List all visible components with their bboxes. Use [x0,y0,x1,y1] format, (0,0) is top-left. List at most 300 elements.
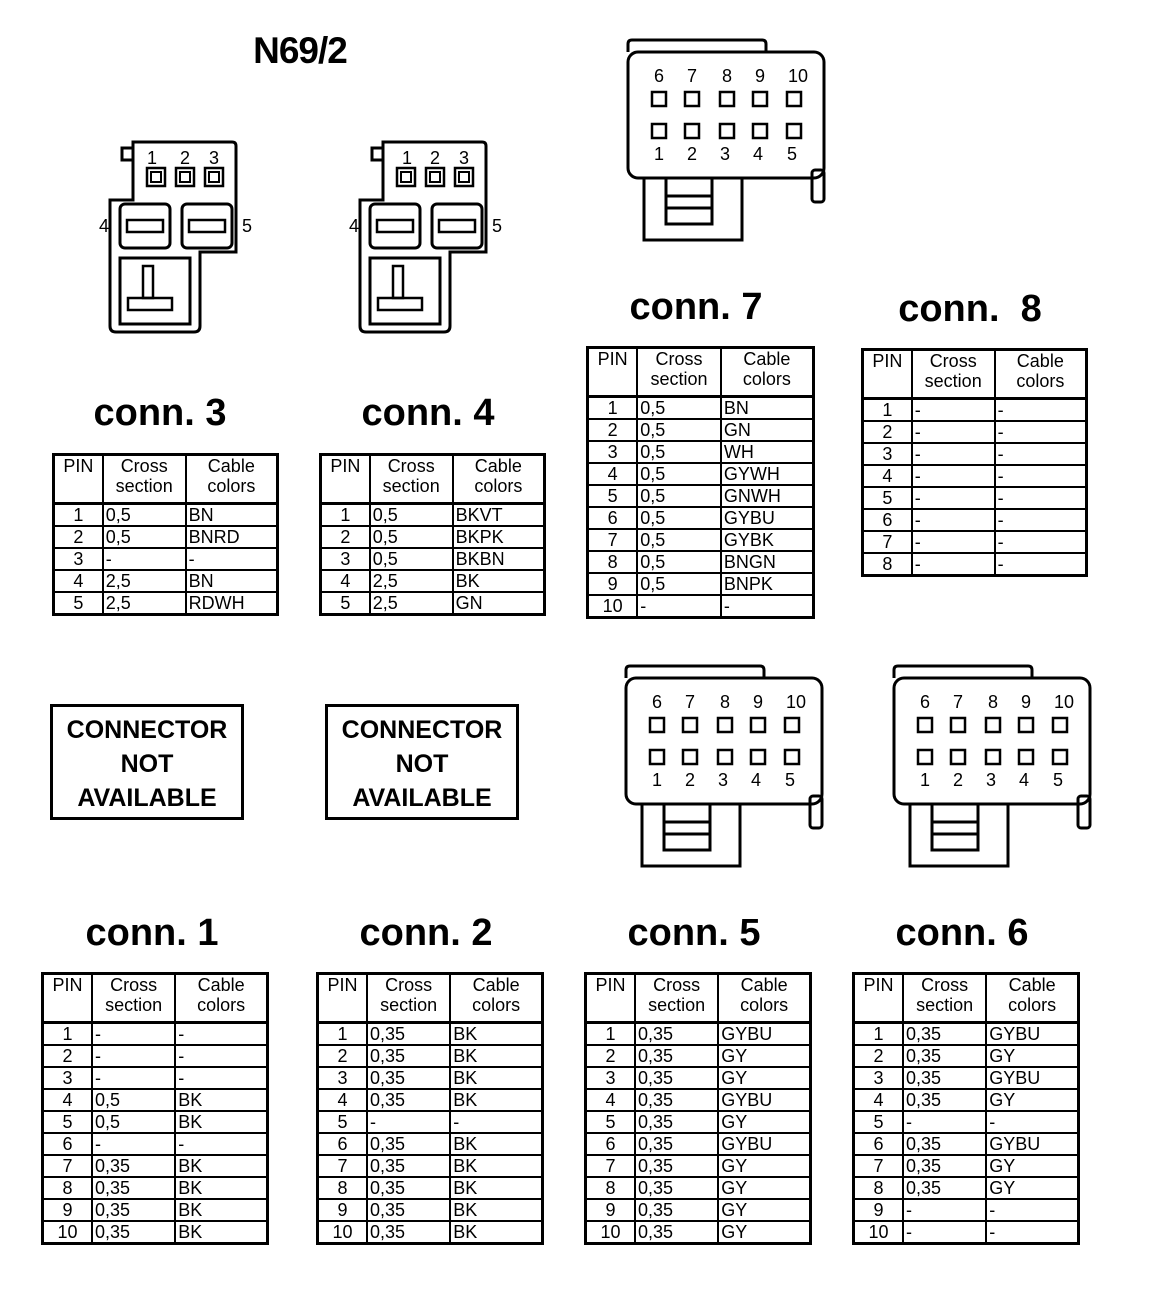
pin-cell: 4 [863,465,912,487]
cable-color-cell: GNWH [721,485,814,507]
cable-color-cell: GYBU [986,1023,1078,1046]
header-cross-section: Cross section [370,455,453,504]
cross-section-cell: - [637,595,721,618]
table-row [318,1111,543,1133]
cable-color-cell: BKPK [453,526,545,548]
pin-label: 8 [721,66,733,86]
pin-cell: 3 [863,443,912,465]
cross-section-cell: 0,5 [370,504,453,527]
header-cross-section: Cross section [635,974,718,1023]
table-row [43,1155,268,1177]
cross-section-cell: 0,5 [637,573,721,595]
table-row [588,485,814,507]
table-row [43,1199,268,1221]
pin-label: 4 [98,216,110,236]
cross-section-cell: - [903,1221,986,1244]
cross-section-cell: - [912,465,995,487]
pin-cell: 3 [854,1067,904,1089]
cross-section-cell: 0,35 [635,1067,718,1089]
cable-color-cell: - [995,465,1087,487]
pin-cell: 8 [854,1177,904,1199]
cable-color-cell: BK [175,1199,267,1221]
table-row [588,419,814,441]
cross-section-cell: 0,35 [635,1089,718,1111]
cross-section-cell: 0,5 [92,1089,175,1111]
pin-cell: 3 [54,548,103,570]
pin-cell: 5 [863,487,912,509]
table-row [863,487,1087,509]
cross-section-cell: 0,5 [637,507,721,529]
header-cable-colors: Cable colors [718,974,810,1023]
conn-1-title: conn. 1 [85,912,219,954]
table-row [586,1045,811,1067]
pin-label: 2 [179,148,191,168]
table-row [854,1111,1079,1133]
pin-label: 8 [987,692,999,712]
cross-section-cell: 0,35 [635,1177,718,1199]
cross-section-cell: 0,35 [367,1067,450,1089]
cross-section-cell: 0,35 [92,1155,175,1177]
table-row [588,551,814,573]
pin-label: 4 [1018,770,1030,790]
pin-cell: 8 [863,553,912,576]
table-row [854,1133,1079,1155]
cross-section-cell: 0,35 [92,1221,175,1244]
pin-cell: 8 [43,1177,93,1199]
pin-cell: 3 [321,548,370,570]
table-header-row [854,974,1079,1023]
cross-section-cell: 0,35 [635,1111,718,1133]
table-row [54,548,278,570]
table-row [318,1155,543,1177]
cross-section-cell: - [92,1133,175,1155]
cable-color-cell: - [175,1133,267,1155]
table-row [588,529,814,551]
pin-cell: 6 [588,507,638,529]
pin-cell: 4 [321,570,370,592]
cross-section-cell: 0,35 [367,1155,450,1177]
pin-label: 5 [1052,770,1064,790]
header-cross-section: Cross section [903,974,986,1023]
cable-color-cell: GY [718,1067,810,1089]
table-header-row [43,974,268,1023]
cable-color-cell: - [175,1045,267,1067]
cable-color-cell: - [995,509,1087,531]
table-row [43,1067,268,1089]
cross-section-cell: 0,5 [103,504,186,527]
pin-cell: 1 [43,1023,93,1046]
table-row [318,1023,543,1046]
cross-section-cell: 0,35 [903,1067,986,1089]
cross-section-cell: - [92,1067,175,1089]
cross-section-cell: - [103,548,186,570]
table-row [321,570,545,592]
cross-section-cell: 0,5 [637,529,721,551]
pin-label: 1 [401,148,413,168]
pin-label: 9 [752,692,764,712]
pin-cell: 5 [43,1111,93,1133]
header-cable-colors: Cable colors [186,455,278,504]
conn-6-title: conn. 6 [895,912,1029,954]
header-pin: PIN [54,455,103,504]
table-row [863,465,1087,487]
conn-2-title: conn. 2 [359,912,493,954]
pin-cell: 9 [586,1199,636,1221]
table-row [586,1111,811,1133]
header-cable-colors: Cable colors [995,350,1087,399]
cable-color-cell: GY [718,1177,810,1199]
table-row [863,553,1087,576]
table-row [854,1177,1079,1199]
table-header-row [863,350,1087,399]
cross-section-cell: - [912,487,995,509]
cross-section-cell: - [912,553,995,576]
pin-cell: 7 [588,529,638,551]
cross-section-cell: 0,35 [635,1133,718,1155]
pin-label: 4 [750,770,762,790]
table-row [318,1221,543,1244]
cable-color-cell: GYBU [718,1089,810,1111]
cross-section-cell: 0,35 [367,1221,450,1244]
table-row [854,1067,1079,1089]
cable-color-cell: GN [453,592,545,615]
conn-1-pin-table [41,972,269,1245]
cross-section-cell: 2,5 [103,570,186,592]
table-header-row [54,455,278,504]
cable-color-cell: GYBU [718,1023,810,1046]
table-row [318,1133,543,1155]
cable-color-cell: GY [986,1177,1078,1199]
table-header-row [321,455,545,504]
cable-color-cell: GY [718,1155,810,1177]
header-cross-section: Cross section [92,974,175,1023]
pin-label: 3 [985,770,997,790]
pin-label: 10 [787,66,809,86]
pin-cell: 10 [586,1221,636,1244]
pin-cell: 3 [586,1067,636,1089]
pin-label: 6 [653,66,665,86]
pin-cell: 1 [318,1023,368,1046]
cross-section-cell: 0,5 [370,526,453,548]
conn-3-pin-table [52,453,279,616]
cable-color-cell: GYBK [721,529,814,551]
pin-label: 4 [752,144,764,164]
pin-cell: 8 [588,551,638,573]
pin-label: 2 [686,144,698,164]
pin-cell: 2 [321,526,370,548]
cross-section-cell: 0,5 [637,397,721,420]
header-pin: PIN [321,455,370,504]
pin-label: 7 [684,692,696,712]
cross-section-cell: 0,35 [367,1023,450,1046]
connector-5pin-drawing-3 [96,136,266,336]
cross-section-cell: 2,5 [370,570,453,592]
cross-section-cell: 0,35 [903,1023,986,1046]
header-cable-colors: Cable colors [986,974,1078,1023]
page-title: N69/2 [253,30,347,71]
table-row [321,526,545,548]
pin-cell: 3 [318,1067,368,1089]
pin-label: 6 [651,692,663,712]
header-cable-colors: Cable colors [453,455,545,504]
table-header-row [586,974,811,1023]
pin-cell: 3 [588,441,638,463]
cross-section-cell: - [912,443,995,465]
cross-section-cell: 0,35 [635,1155,718,1177]
cable-color-cell: BK [450,1089,542,1111]
cross-section-cell: 0,5 [637,441,721,463]
pin-cell: 2 [854,1045,904,1067]
table-row [43,1023,268,1046]
cable-color-cell: BNGN [721,551,814,573]
pin-cell: 2 [588,419,638,441]
table-row [318,1045,543,1067]
cable-color-cell: BK [175,1177,267,1199]
cross-section-cell: 0,5 [637,419,721,441]
cable-color-cell: BNRD [186,526,278,548]
cable-color-cell: - [995,553,1087,576]
table-row [588,463,814,485]
table-row [588,441,814,463]
conn-2-pin-table [316,972,544,1245]
cross-section-cell: 2,5 [370,592,453,615]
cable-color-cell: BK [175,1111,267,1133]
cable-color-cell: GYBU [721,507,814,529]
pin-cell: 2 [43,1045,93,1067]
table-row [586,1067,811,1089]
cable-color-cell: RDWH [186,592,278,615]
table-row [586,1023,811,1046]
cable-color-cell: BK [175,1155,267,1177]
conn-5-title: conn. 5 [627,912,761,954]
cross-section-cell: 0,35 [903,1155,986,1177]
cross-section-cell: - [912,421,995,443]
cable-color-cell: GY [986,1045,1078,1067]
header-pin: PIN [863,350,912,399]
cross-section-cell: 0,35 [903,1089,986,1111]
pin-cell: 1 [321,504,370,527]
table-row [54,570,278,592]
pin-label: 10 [785,692,807,712]
conn-8-title: conn. 8 [898,288,1042,330]
pin-label: 5 [786,144,798,164]
cross-section-cell: 0,5 [92,1111,175,1133]
table-row [854,1199,1079,1221]
cable-color-cell: BK [450,1155,542,1177]
cable-color-cell: BKVT [453,504,545,527]
cable-color-cell: BK [453,570,545,592]
cross-section-cell: - [903,1199,986,1221]
cross-section-cell: 0,35 [903,1133,986,1155]
cross-section-cell: 0,5 [637,463,721,485]
pin-cell: 9 [318,1199,368,1221]
pin-label: 1 [919,770,931,790]
pin-cell: 5 [54,592,103,615]
cable-color-cell: GYBU [986,1067,1078,1089]
cross-section-cell: 0,5 [103,526,186,548]
cross-section-cell: - [367,1111,450,1133]
pin-cell: 5 [318,1111,368,1133]
cable-color-cell: BK [450,1045,542,1067]
cross-section-cell: 0,35 [635,1023,718,1046]
pin-cell: 7 [586,1155,636,1177]
header-cable-colors: Cable colors [450,974,542,1023]
table-row [863,443,1087,465]
conn-6-pin-table [852,972,1080,1245]
table-row [321,504,545,527]
pin-cell: 6 [854,1133,904,1155]
cross-section-cell: 0,35 [635,1045,718,1067]
cable-color-cell: GY [718,1045,810,1067]
table-row [586,1221,811,1244]
pin-cell: 1 [586,1023,636,1046]
header-pin: PIN [588,348,638,397]
table-row [588,397,814,420]
pin-cell: 6 [318,1133,368,1155]
connector-5pin-drawing-4 [346,136,516,336]
cable-color-cell: BNPK [721,573,814,595]
pin-cell: 1 [588,397,638,420]
connector-10pin-drawing-7 [624,36,834,246]
cross-section-cell: - [912,509,995,531]
cable-color-cell: BK [450,1023,542,1046]
header-cross-section: Cross section [637,348,721,397]
cable-color-cell: - [995,487,1087,509]
pin-cell: 2 [54,526,103,548]
cross-section-cell: - [903,1111,986,1133]
cable-color-cell: GN [721,419,814,441]
conn-7-title: conn. 7 [629,286,763,328]
pin-label: 5 [491,216,503,236]
cross-section-cell: 0,5 [637,485,721,507]
table-row [54,504,278,527]
pin-cell: 8 [586,1177,636,1199]
table-row [43,1133,268,1155]
pin-cell: 7 [854,1155,904,1177]
table-row [586,1177,811,1199]
pin-cell: 1 [54,504,103,527]
table-row [43,1045,268,1067]
pin-cell: 6 [586,1133,636,1155]
pin-label: 6 [919,692,931,712]
table-row [854,1089,1079,1111]
cable-color-cell: GYBU [986,1133,1078,1155]
pin-cell: 9 [588,573,638,595]
table-header-row [318,974,543,1023]
pin-label: 5 [784,770,796,790]
pin-cell: 4 [586,1089,636,1111]
cable-color-cell: GYWH [721,463,814,485]
cable-color-cell: - [721,595,814,618]
pin-cell: 4 [43,1089,93,1111]
cross-section-cell: 0,35 [635,1221,718,1244]
cable-color-cell: BK [450,1067,542,1089]
cable-color-cell: - [995,531,1087,553]
pin-label: 4 [348,216,360,236]
table-row [854,1045,1079,1067]
pin-label: 3 [717,770,729,790]
pin-cell: 3 [43,1067,93,1089]
cable-color-cell: - [450,1111,542,1133]
pin-cell: 2 [586,1045,636,1067]
header-cross-section: Cross section [103,455,186,504]
pin-cell: 7 [318,1155,368,1177]
cross-section-cell: 0,35 [92,1177,175,1199]
header-pin: PIN [43,974,93,1023]
table-row [43,1089,268,1111]
cable-color-cell: BK [175,1221,267,1244]
table-row [43,1111,268,1133]
cross-section-cell: 0,35 [367,1133,450,1155]
pin-label: 2 [429,148,441,168]
header-pin: PIN [318,974,368,1023]
cross-section-cell: 0,35 [903,1045,986,1067]
cable-color-cell: GY [718,1221,810,1244]
cable-color-cell: - [175,1023,267,1046]
table-row [318,1177,543,1199]
pin-cell: 5 [321,592,370,615]
connector-10pin-drawing-6 [890,662,1100,872]
table-row [586,1133,811,1155]
pin-label: 10 [1053,692,1075,712]
conn-5-pin-table [584,972,812,1245]
table-row [54,592,278,615]
pin-label: 1 [651,770,663,790]
cross-section-cell: 0,35 [92,1199,175,1221]
cable-color-cell: - [186,548,278,570]
pin-cell: 5 [586,1111,636,1133]
connector-not-available-2: CONNECTOR NOT AVAILABLE [325,704,519,820]
cable-color-cell: - [995,399,1087,422]
conn-8-pin-table [861,348,1088,577]
pin-cell: 7 [43,1155,93,1177]
cross-section-cell: 0,35 [367,1177,450,1199]
pin-cell: 9 [43,1199,93,1221]
table-header-row [588,348,814,397]
table-row [586,1155,811,1177]
cable-color-cell: BK [450,1177,542,1199]
table-row [318,1067,543,1089]
cable-color-cell: BK [175,1089,267,1111]
pin-label: 3 [458,148,470,168]
cross-section-cell: 0,35 [367,1045,450,1067]
cross-section-cell: 0,35 [367,1089,450,1111]
cross-section-cell: 0,35 [367,1199,450,1221]
cable-color-cell: - [986,1111,1078,1133]
table-row [854,1155,1079,1177]
pin-cell: 2 [318,1045,368,1067]
connector-10pin-drawing-5 [622,662,832,872]
table-row [588,595,814,618]
table-row [43,1221,268,1244]
cable-color-cell: GY [986,1155,1078,1177]
pin-label: 2 [952,770,964,790]
cross-section-cell: 2,5 [103,592,186,615]
table-row [318,1199,543,1221]
cable-color-cell: BKBN [453,548,545,570]
cable-color-cell: - [995,443,1087,465]
cross-section-cell: 0,5 [637,551,721,573]
table-row [43,1177,268,1199]
pin-label: 7 [686,66,698,86]
cable-color-cell: BK [450,1199,542,1221]
cross-section-cell: - [92,1023,175,1046]
header-cross-section: Cross section [367,974,450,1023]
table-row [863,509,1087,531]
pin-cell: 1 [854,1023,904,1046]
header-pin: PIN [854,974,904,1023]
table-row [321,592,545,615]
